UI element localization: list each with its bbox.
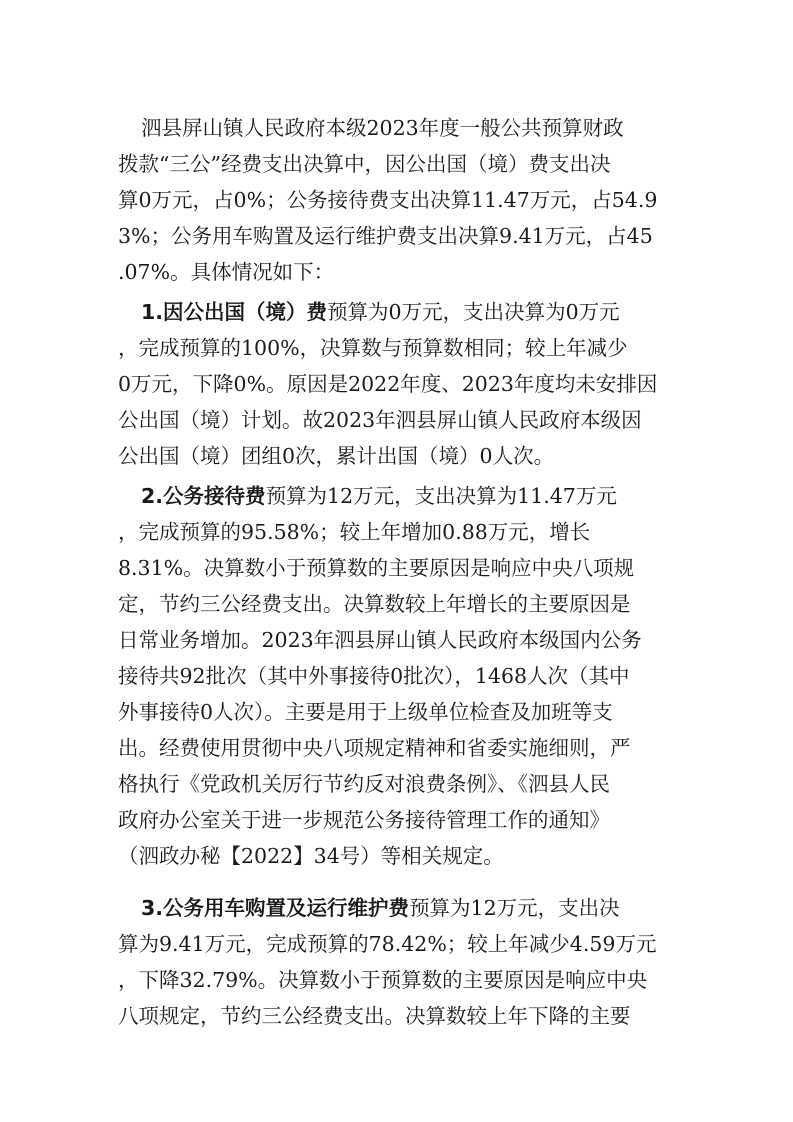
section2-line: 格执行《党政机关厉行节约反对浪费条例》、《泗县人民 (118, 772, 610, 796)
section2-line: 接待共92批次（其中外事接待0批次），1468人次（其中 (118, 664, 630, 688)
section2-line: ，完成预算的95.58%；较上年增加0.88万元，增长 (118, 520, 591, 544)
section3-first-line-text: 预算为12万元，支出决 (409, 896, 620, 920)
section1-first-line-text: 预算为0万元，支出决算为0万元 (327, 300, 620, 324)
intro-line: 3%；公务用车购置及运行维护费支出决算9.41万元，占45 (118, 224, 653, 248)
section2-first-line (141, 478, 701, 514)
section3-heading: 3.公务用车购置及运行维护费 (141, 896, 410, 920)
intro-line: 泗县屏山镇人民政府本级2023年度一般公共预算财政 (141, 116, 624, 140)
section2-line: 政府办公室关于进一步规范公务接待管理工作的通知》 (118, 808, 610, 832)
intro-line: 拨款“三公”经费支出决算中，因公出国（境）费支出决 (118, 152, 611, 176)
section1-first-line (141, 294, 701, 330)
section1-line: ，完成预算的100%，决算数与预算数相同；较上年减少 (118, 336, 628, 360)
section2-heading: 2.公务接待费 (141, 484, 266, 508)
section3-line: 算为9.41万元，完成预算的78.42%；较上年减少4.59万元 (118, 932, 657, 956)
section2-line: 定，节约三公经费支出。决算数较上年增长的主要原因是 (118, 592, 631, 616)
section2-line: 外事接待0人次）。主要是用于上级单位检查及加班等支 (118, 700, 613, 724)
section3-line: ，下降32.79%。决算数小于预算数的主要原因是响应中央 (118, 968, 648, 992)
section3-line: 八项规定，节约三公经费支出。决算数较上年下降的主要 (118, 1004, 631, 1028)
section2-line: （泗政办秘【2022】34号）等相关规定。 (118, 844, 504, 868)
section2-first-line-text: 预算为12万元，支出决算为11.47万元 (265, 484, 617, 508)
section1-line: 0万元，下降0%。原因是2022年度、2023年度均未安排因 (118, 372, 658, 396)
section1-heading: 1.因公出国（境）费 (141, 300, 328, 324)
section2-line: 出。经费使用贯彻中央八项规定精神和省委实施细则，严 (118, 736, 631, 760)
section2-line: 8.31%。决算数小于预算数的主要原因是响应中央八项规 (118, 556, 635, 580)
intro-line: 算0万元，占0%；公务接待费支出决算11.47万元，占54.9 (118, 188, 658, 212)
section1-line: 公出国（境）团组0次，累计出国（境）0人次。 (118, 444, 555, 468)
intro-line: .07%。具体情况如下： (118, 260, 335, 284)
section2-line: 日常业务增加。2023年泗县屏山镇人民政府本级国内公务 (118, 628, 642, 652)
section3-first-line (141, 890, 701, 926)
section1-line: 公出国（境）计划。故2023年泗县屏山镇人民政府本级因 (118, 408, 642, 432)
